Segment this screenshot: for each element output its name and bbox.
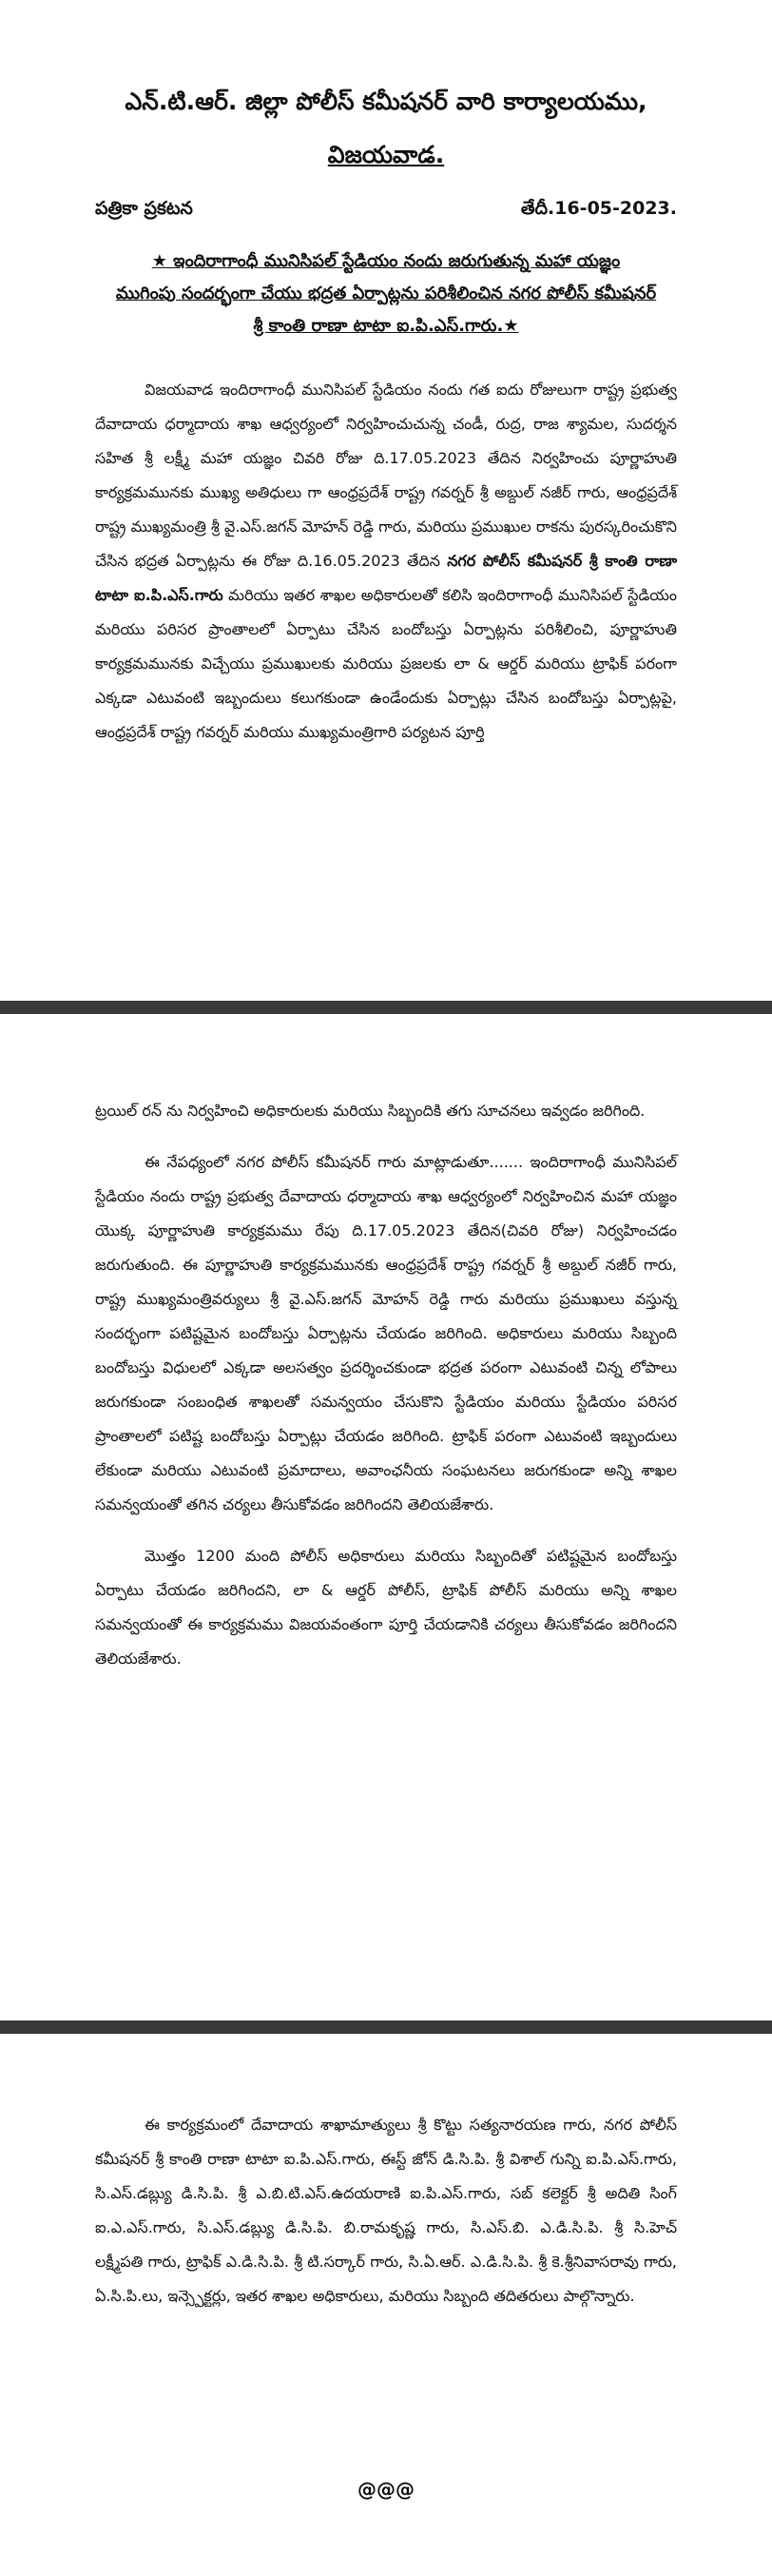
release-date: తేదీ.16-05-2023. [520, 198, 677, 219]
headline-line-3: శ్రీ కాంతి రాణా టాటా ఐ.పి.ఎస్.గారు.★ [253, 316, 519, 336]
page-separator [0, 1001, 772, 1014]
page-2-body [95, 1094, 677, 1693]
paragraph-text: మరియు ఇతర శాఖల అధికారులతో కలిసి ఇందిరాగాంధీ మునిసిపల్ స్టేడియం మరియు పరిసర ప్రాంతాలలో ఏర్పాటు చేసిన బందోబస్తు ఏర్పాట్లను పరిశీలించి, పూర్ణాహుతి కార్యక్రమమునకు విచ్చేయు ప్రముఖులకు మరియు ప్రజలకు లా & ఆర్డర్ మరియు ట్రాఫిక్ పరంగా ఎక్కడా ఎటువంటి ఇబ్బందులు కలుగకుండా ఉండేందుకు ఏర్పాట్లు చేసిన బందోబస్తు ఏర్పాట్లపై, ఆంధ్రప్రదేశ్ రాష్ట్ర గవర్నర్ మరియు ముఖ్యమంత్రిగారి పర్యటన పూర్తి [95, 586, 677, 741]
body-paragraph: ఈ కార్యక్రమంలో దేవాదాయ శాఖామాత్యులు శ్రీ కొట్టు సత్యనారయణ గారు, నగర పోలీస్ కమీషనర్ శ్రీ కాంతి రాణా టాటా ఐ.పి.ఎస్.గారు, ఈస్ట్ జోన్ డి.సి.పి. శ్రీ విశాల్ గున్ని ఐ.పి.ఎస్.గారు, సి.ఎస్.డబ్ల్యు డి.సి.పి. శ్రీ ఎ.బి.టి.ఎస్.ఉదయరాణి ఐ.పి.ఎస్.గారు, సబ్ కలెక్టర్ శ్రీ అదితి సింగ్ ఐ.ఎ.ఎస్.గారు, సి.ఎస్.డబ్ల్యు డి.సి.పి. బి.రామకృష్ణ గారు, సి.ఎస్.బి. ఎ.డి.సి.పి. శ్రీ సి.హెచ్ లక్ష్మీపతి గారు, ట్రాఫిక్ ఎ.డి.సి.పి. శ్రీ టి.సర్కార్ గారు, సి.ఏ.ఆర్. ఎ.డి.సి.పి. శ్రీ కె.శ్రీనివాసరావు గారు, ఏ.సి.పి.లు, ఇన్స్పెక్టర్లు, ఇతర శాఖల అధికారులు, మరియు సిబ్బంది తదితరులు పాల్గొన్నారు. [95, 2116, 677, 2305]
headline [95, 245, 677, 342]
body-paragraph: మొత్తం 1200 మంది పోలీస్ అధికారులు మరియు సిబ్బందితో పటిష్టమైన బందోబస్తు ఏర్పాటు చేయడం జరిగిందని, లా & ఆర్డర్ పోలీస్, ట్రాఫిక్ పోలీస్ మరియు అన్ని శాఖల సమన్వయంతో ఈ కార్యక్రమము విజయవంతంగా పూర్తి చేయడానికి చర్యలు తీసుకోవడం జరిగిందని తెలియజేశారు. [95, 1547, 677, 1668]
press-release-label: పత్రికా ప్రకటన [95, 198, 193, 219]
document-page-2 [0, 1014, 772, 2020]
page-1-body [95, 373, 677, 767]
page-3-body [95, 2108, 677, 2331]
commissioner-name-bold: నగర పోలీస్ కమీషనర్ శ్రీ కాంతి రాణా టాటా ఐ.పి.ఎస్.గారు [95, 552, 677, 604]
headline-line-2: ముగింపు సందర్భంగా చేయు భద్రత ఏర్పాట్లను పరిశీలించిన నగర పోలీస్ కమీషనర్ [115, 283, 657, 303]
paragraph-text: విజయవాడ ఇందిరాగాంధీ మునిసిపల్ స్టేడియం నందు గత ఐదు రోజులుగా రాష్ట్ర ప్రభుత్వ దేవాదాయ ధర్మాదాయ శాఖ ఆధ్వర్యంలో నిర్వహించుచున్న చండీ, రుద్ర, రాజ శ్యామల, సుదర్శన సహిత శ్రీ లక్ష్మీ మహా యజ్ఞం చివరి రోజు ది.17.05.2023 తేదిన నిర్వహించు పూర్ణాహుతి కార్యక్రమమునకు ముఖ్య అతిధులు గా ఆంధ్రప్రదేశ్ రాష్ట్ర గవర్నర్ శ్రీ అబ్దుల్ నజీర్ గారు, ఆంధ్రప్రదేశ్ రాష్ట్ర ముఖ్యమంత్రి శ్రీ వై.ఎస్.జగన్ మోహన్ రెడ్డి గారు, మరియు ప్రముఖుల రాకను పురస్కరించుకొని చేసిన భద్రత ఏర్పాట్లను ఈ రోజు ది.16.05.2023 తేదిన [95, 381, 677, 570]
body-paragraph: ట్రయిల్ రన్ ను నిర్వహించి అధికారులకు మరియు సిబ్బందికి తగు సూచనలు ఇవ్వడం జరిగింది. [95, 1102, 646, 1120]
body-paragraph: ఈ నేపధ్యంలో నగర పోలీస్ కమీషనర్ గారు మాట్లాడుతూ....... ఇందిరాగాంధీ మునిసిపల్ స్టేడియం నందు రాష్ట్ర ప్రభుత్వ దేవాదాయ ధర్మాదాయ శాఖ ఆధ్వర్యంలో నిర్వహించిన మహా యజ్ఞం యొక్క పూర్ణాహుతి కార్యక్రమము రేపు ది.17.05.2023 తేదిన(చివరి రోజు) నిర్వహించడం జరుగుతుంది. ఈ పూర్ణాహుతి కార్యక్రమమునకు ఆంధ్రప్రదేశ్ రాష్ట్ర గవర్నర్ శ్రీ అబ్దుల్ నజీర్ గారు, రాష్ట్ర ముఖ్యమంత్రివర్యులు శ్రీ వై.ఎస్.జగన్ మోహన్ రెడ్డి గారు మరియు ప్రముఖులు వస్తున్న సందర్భంగా పటిష్టమైన బందోబస్తు ఏర్పాట్లను చేయడం జరిగింది. అధికారులు మరియు సిబ్బంది బందోబస్తు విధులలో ఎక్కడా అలసత్వం ప్రదర్శించకుండా భద్రత పరంగా ఎటువంటి చిన్న లోపాలు జరుగకుండా సంబంధిత శాఖలతో సమన్వయం చేసుకొని స్టేడియం మరియు స్టేడియం పరిసర ప్రాంతాలలో పటిష్ట బందోబస్తు ఏర్పాట్లు చేయడం జరిగింది. ట్రాఫిక్ పరంగా ఎటువంటి ఇబ్బందులు లేకుండా మరియు ఎటువంటి ప్రమాదాలు, అవాంఛనీయ సంఘటనలు జరుగకుండా అన్ని శాఖల సమన్వయంతో తగిన చర్యలు తీసుకోవడం జరిగిందని తెలియజేశారు. [95, 1153, 677, 1513]
body-paragraph [95, 373, 677, 750]
document-page-1 [0, 0, 772, 1001]
signoff-mark: @@@ [357, 2478, 415, 2501]
office-city: విజయవాడ. [327, 141, 445, 168]
page-separator [0, 2020, 772, 2034]
office-title: ఎన్.టి.ఆర్. జిల్లా పోలీస్ కమీషనర్ వారి కార్యాలయము, [125, 88, 647, 115]
headline-line-1: ★ ఇందిరాగాంధీ మునిసిపల్ స్టేడియం నందు జరుగుతున్న మహా యజ్ఞం [151, 251, 621, 271]
